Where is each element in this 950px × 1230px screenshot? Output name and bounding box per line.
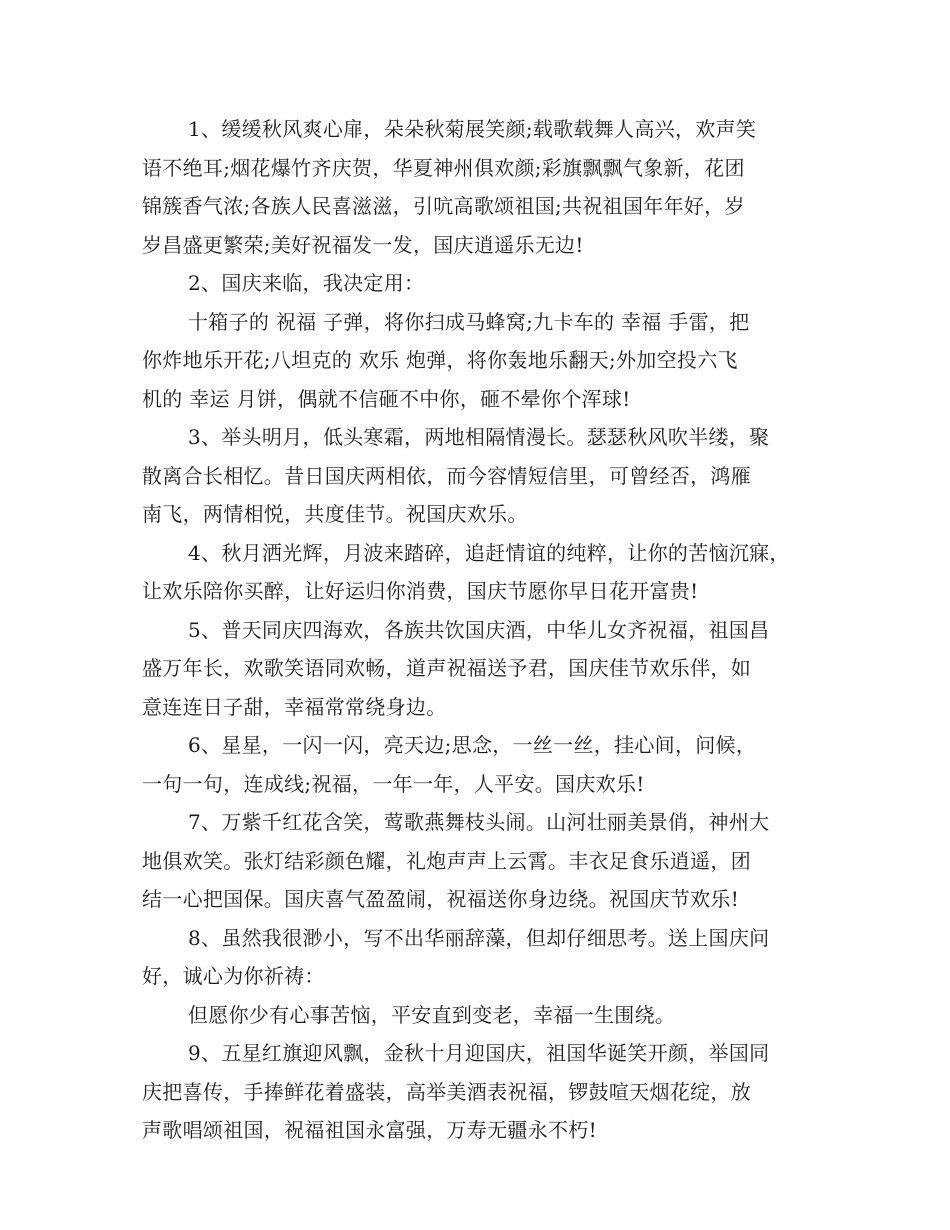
text-line: 机的 幸运 月饼，偶就不信砸不中你，砸不晕你个浑球!: [142, 386, 631, 411]
text-line: 9、五星红旗迎风飘，金秋十月迎国庆，祖国华诞笑开颜，举国同: [188, 1041, 770, 1065]
text-line: 8、虽然我很渺小，写不出华丽辞藻，但却仔细思考。送上国庆问: [188, 925, 770, 950]
text-line: 但愿你少有心事苦恼，平安直到变老，幸福一生围绕。: [188, 1002, 676, 1027]
text-line: 1、缓缓秋风爽心扉，朵朵秋菊展笑颜;载歌载舞人高兴，欢声笑: [188, 117, 757, 141]
text-line: 3、举头明月，低头寒霜，两地相隔情漫长。瑟瑟秋风吹半缕，聚: [188, 425, 770, 449]
text-line: 地俱欢笑。张灯结彩颜色耀，礼炮声声上云霄。丰衣足食乐逍遥，团: [142, 848, 751, 873]
text-line: 一句一句，连成线;祝福，一年一年，人平安。国庆欢乐!: [142, 771, 645, 796]
text-line: 意连连日子甜，幸福常常绕身边。: [142, 694, 447, 719]
text-line: 岁昌盛更繁荣;美好祝福发一发，国庆逍遥乐无边!: [142, 232, 584, 257]
document-body: [142, 110, 810, 1150]
text-line: 南飞，两情相悦，共度佳节。祝国庆欢乐。: [142, 502, 528, 526]
text-line: 6、星星，一闪一闪，亮天边;思念，一丝一丝，挂心间，问候，: [188, 733, 757, 757]
text-line: 锦簇香气浓;各族人民喜滋滋，引吭高歌颂祖国;共祝祖国年年好，岁: [142, 194, 745, 218]
text-line: 4、秋月洒光辉，月波来踏碎，追赶情谊的纯粹，让你的苦恼沉寐，: [188, 540, 790, 565]
text-line: 语不绝耳;烟花爆竹齐庆贺，华夏神州俱欢颜;彩旗飘飘气象新，花团: [142, 155, 745, 180]
text-line: 2、国庆来临，我决定用：: [188, 271, 425, 295]
text-line: 盛万年长，欢歌笑语同欢畅，道声祝福送予君，国庆佳节欢乐伴，如: [142, 656, 751, 680]
text-line: 散离合长相忆。昔日国庆两相依，而今容情短信里，可曾经否，鸿雁: [142, 463, 751, 488]
text-line: 声歌唱颂祖国，祝福祖国永富强，万寿无疆永不朽!: [142, 1118, 597, 1142]
text-line: 十箱子的 祝福 子弹，将你扫成马蜂窝;九卡车的 幸福 手雷，把: [188, 309, 750, 334]
text-line: 结一心把国保。国庆喜气盈盈闹，祝福送你身边绕。祝国庆节欢乐!: [142, 887, 740, 911]
text-line: 5、普天同庆四海欢，各族共饮国庆酒，中华儿女齐祝福，祖国昌: [188, 617, 770, 642]
text-line: 好，诚心为你祈祷：: [142, 964, 325, 988]
text-line: 让欢乐陪你买醉，让好运归你消费，国庆节愿你早日花开富贵!: [142, 579, 699, 603]
text-line: 你炸地乐开花;八坦克的 欢乐 炮弹，将你轰地乐翻天;外加空投六飞: [142, 348, 738, 372]
text-line: 庆把喜传，手捧鲜花着盛装，高举美酒表祝福，锣鼓喧天烟花绽，放: [142, 1079, 751, 1104]
text-line: 7、万紫千红花含笑，莺歌燕舞枝头闹。山河壮丽美景俏，神州大: [188, 810, 770, 834]
